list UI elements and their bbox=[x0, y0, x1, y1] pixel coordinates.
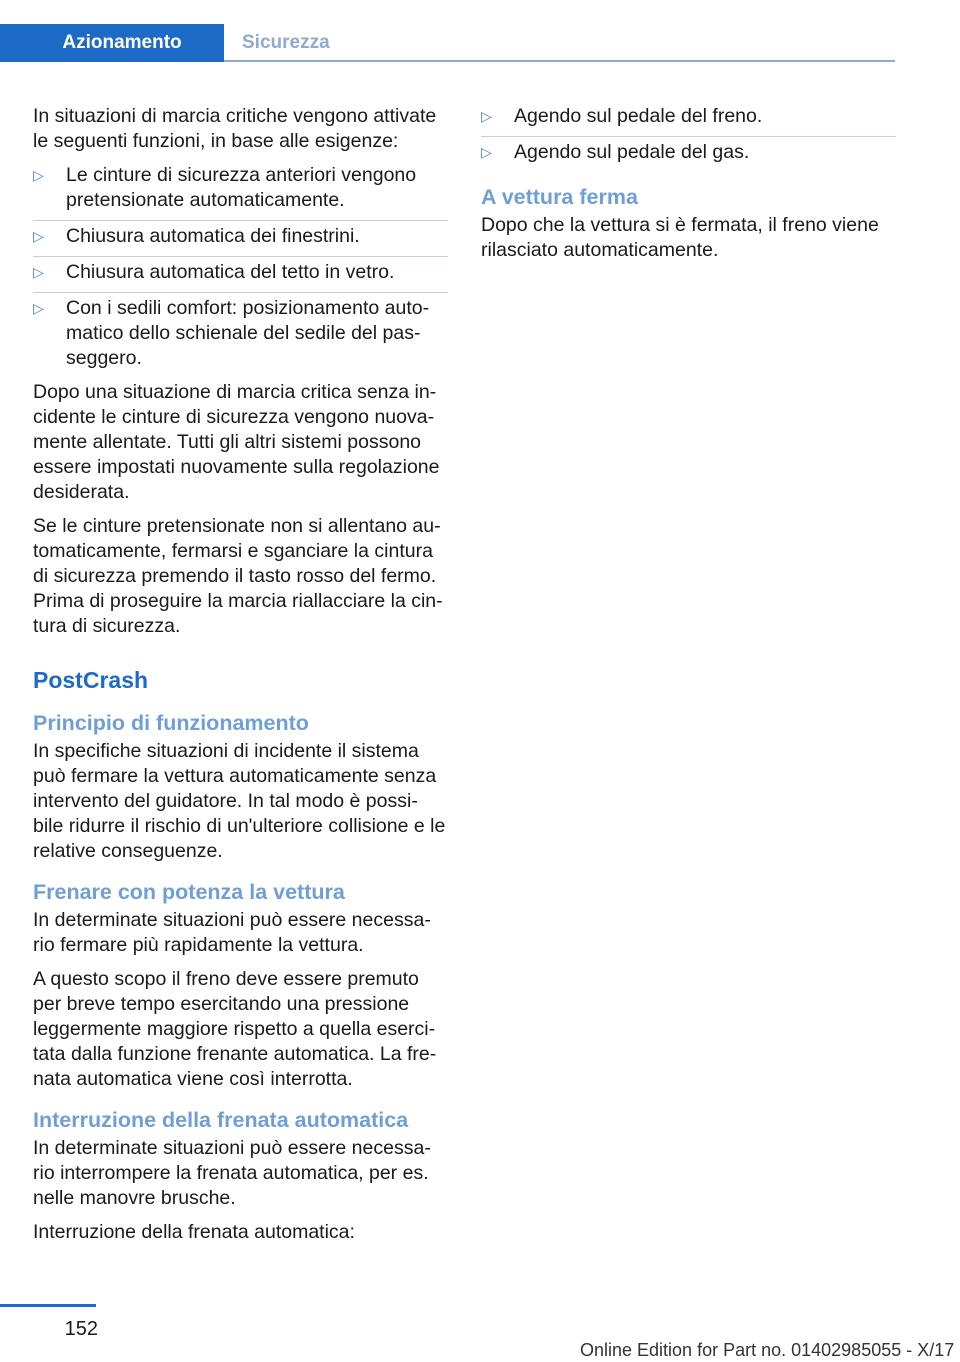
list-item: ▷ Agendo sul pedale del gas. bbox=[481, 140, 896, 165]
paragraph: Dopo una situazione di marcia critica senza in‐cidente le cinture di sicurezza vengono nuova‐mente allentate. Tutti gli altri sistemi possono essere impostati nuovamente sulla regolazione desiderata. bbox=[33, 381, 440, 503]
edition-footer: Online Edition for Part no. 01402985055 - X/17 bbox=[580, 1340, 955, 1360]
page-number: 152 bbox=[64, 1318, 98, 1340]
intro-text: In situazioni di marcia critiche vengono attivate le seguenti funzioni, in base alle esigenze: bbox=[33, 105, 437, 152]
list-item: ▷ Chiusura automatica del tetto in vetro. bbox=[33, 260, 448, 287]
paragraph: Dopo che la vettura si è fermata, il freno viene rilasciato automaticamente. bbox=[481, 214, 879, 261]
page-number-rule bbox=[0, 1304, 96, 1307]
list-item: ▷ Con i sedili comfort: posizionamento auto‐matico dello schienale del sedile del pas‐seggero. bbox=[33, 296, 448, 371]
tab-sicurezza[interactable]: Sicurezza bbox=[242, 32, 330, 53]
paragraph: In determinate situazioni può essere necessa‐rio interrompere la frenata automatica, per es. nelle manovre brusche. bbox=[33, 1137, 431, 1209]
paragraph: In specifiche situazioni di incidente il sistema può fermare la vettura automaticamente senza intervento del guidatore. In tal modo è possi‐bile ridurre il rischio di un'ulteriore collisione e le relative conseguenze. bbox=[33, 740, 446, 862]
list-item: ▷ Chiusura automatica dei finestrini. bbox=[33, 224, 448, 251]
right-column bbox=[481, 104, 896, 272]
tab-azionamento[interactable]: Azionamento bbox=[0, 24, 224, 62]
header-tabs bbox=[0, 24, 895, 62]
subsection-title: A vettura ferma bbox=[481, 185, 638, 209]
subsection-title: Principio di funzionamento bbox=[33, 711, 309, 735]
paragraph: Se le cinture pretensionate non si allentano au‐tomaticamente, fermarsi e sganciare la cintura di sicurezza premendo il tasto rosso del fermo. Prima di proseguire la marcia riallacciare la cin‐tura di sicurezza. bbox=[33, 515, 443, 637]
paragraph: In determinate situazioni può essere necessa‐rio fermare più rapidamente la vettura. bbox=[33, 909, 431, 956]
paragraph: A questo scopo il freno deve essere premuto per breve tempo esercitando una pressione leggermente maggiore rispetto a quella eserci‐tata dalla funzione frenante automatica. La fre‐nata automatica viene così interrotta. bbox=[33, 968, 437, 1090]
list-item: ▷ Le cinture di sicurezza anteriori vengono pretensionate automaticamente. bbox=[33, 163, 448, 215]
subsection-title: Interruzione della frenata automatica bbox=[33, 1108, 409, 1132]
left-column bbox=[33, 104, 448, 1254]
paragraph: Interruzione della frenata automatica: bbox=[33, 1221, 355, 1243]
list-item: ▷ Agendo sul pedale del freno. bbox=[481, 104, 896, 131]
subsection-title: Frenare con potenza la vettura bbox=[33, 880, 345, 904]
section-title-postcrash: PostCrash bbox=[33, 667, 149, 693]
